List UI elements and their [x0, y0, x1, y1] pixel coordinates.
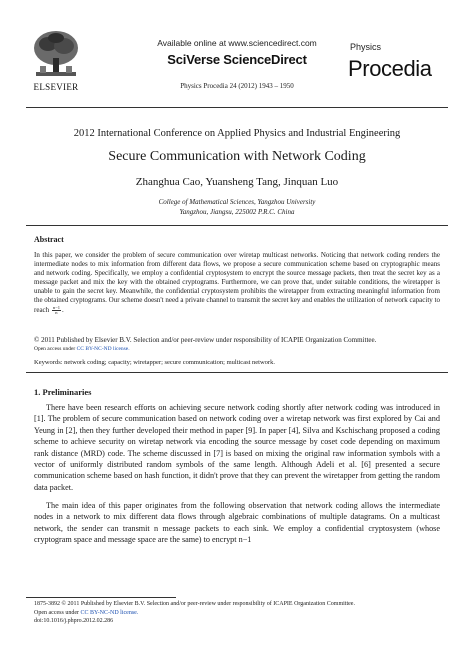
- license-link[interactable]: CC BY-NC-ND license.: [76, 346, 130, 352]
- abstract-end: .: [61, 305, 64, 314]
- affiliation-line-1: College of Mathematical Sciences, Yangzhou University: [158, 198, 316, 206]
- footer-open-access-prefix: Open access under: [34, 609, 81, 616]
- affiliation: [0, 197, 474, 217]
- abstract-open-access: [34, 346, 130, 352]
- journal-name-label: Procedia: [348, 56, 432, 81]
- footer-open-access: [34, 609, 440, 618]
- paragraph-2: [34, 500, 440, 546]
- conference-name: 2012 International Conference on Applied Physics and Industrial Engineering: [73, 128, 401, 139]
- elsevier-wordmark: ELSEVIER: [33, 82, 79, 92]
- header-rule: [26, 107, 448, 108]
- paper-title: Secure Communication with Network Coding: [108, 149, 366, 164]
- issn-line: 1875-3892 © 2011 Published by Elsevier B.V. Selection and/or peer-review under responsibility of ICAPIE Organization Committee.: [34, 601, 355, 607]
- paragraph-1: [34, 402, 440, 493]
- fraction-denominator: n: [55, 309, 58, 315]
- keywords: Keywords: network coding; capacity; wiretapper; secure communication; multicast network.: [34, 359, 275, 366]
- paragraph-1-text: There have been research efforts on achieving secure network coding shortly after network coding was introduced in [1]. The problem of secure communication based on network coding over a wiretap network was first explored by Cai and Yeung in [2], then they further developed their method in paper [9]. In paper [4], Silva and Kschischang proposed a coding scheme to achieve security on wiretap network via encoding the source message by coset code depending on maximum rank distance (MRD) code. The scheme discussed in [7] is based on mixing the original raw information symbols with a vector of uniformly distributed random symbols of the same length. Although Adeli et al. [6] presented a secure communication scheme based on hash function, it didn't prove that they can prevent the wiretapper from getting the random data packet.: [34, 403, 440, 492]
- footer-license-link[interactable]: CC BY-NC-ND license.: [80, 609, 139, 616]
- capacity-fraction: [52, 306, 61, 315]
- fraction-numerator: n−1: [52, 304, 60, 310]
- doi-line: doi:10.1016/j.phpro.2012.02.286: [34, 618, 114, 624]
- author-list: Zhanghua Cao, Yuansheng Tang, Jinquan Luo: [135, 176, 339, 188]
- available-online-line: Available online at www.sciencedirect.com: [157, 38, 317, 48]
- journal-section-label: Physics: [350, 42, 382, 52]
- journal-citation: Physics Procedia 24 (2012) 1943 – 1950: [180, 82, 294, 90]
- page-header: [0, 0, 474, 108]
- affiliation-line-2: Yangzhou, Jiangsu, 225002 P.R.C. China: [179, 208, 295, 216]
- abstract-bottom-rule: [26, 372, 448, 373]
- abstract-heading: Abstract: [34, 235, 64, 244]
- paragraph-2-text: The main idea of this paper originates from the following observation that network coding allows the intermediate nodes in a network to mix different data flows through algebraic combinations of multiple datagrams. On a multicast network, the sender can transmit n message packets to each sink. We employ a confidential cryptosystem (whose cryptogram space and message space are the same) to encrypt n−1: [34, 501, 440, 545]
- open-access-prefix: Open access under: [34, 346, 77, 352]
- physics-procedia-logo: [344, 40, 448, 96]
- abstract-top-rule: [26, 225, 448, 226]
- section-heading: 1. Preliminaries: [34, 387, 92, 397]
- sciverse-wordmark: SciVerse ScienceDirect: [167, 52, 307, 67]
- abstract-text: [34, 251, 440, 315]
- abstract-copyright: © 2011 Published by Elsevier B.V. Selection and/or peer-review under responsibility of ICAPIE Organization Committee.: [34, 336, 377, 344]
- page-footer: [34, 600, 440, 626]
- abstract-main-text: In this paper, we consider the problem of secure communication over wiretap multicast networks. Noticing that network coding renders the intermediate nodes to mix information from different data flows, we propose a secure communication scheme based on cryptographic means and network coding. Specifically, we employ a confidential cryptosystem to encrypt the source message packets, then treat the secret key as a message packet and mix the key with the obtained cryptograms. Furthermore, we can prove that, under suitable conditions, the wiretapper is unable to gain the secret key. Meanwhile, the confidential cryptosystem prohibits the wiretapper from extracting meaningful information from the obtained cryptograms. Our scheme doesn't need a private channel to transmit the secret key and enables the utilization of network capacity to reach: [34, 251, 440, 314]
- footer-rule: [26, 597, 176, 598]
